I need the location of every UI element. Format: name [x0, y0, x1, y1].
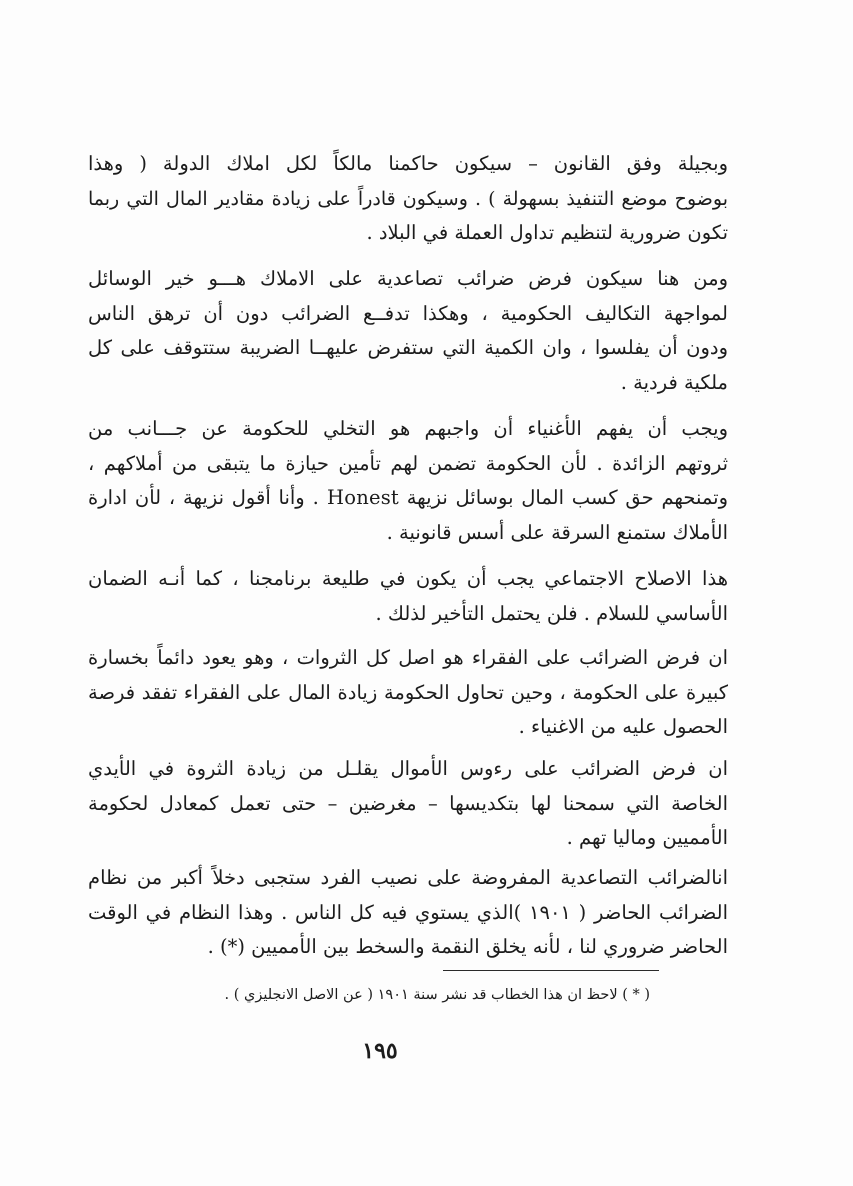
- text-line: بوضوح موضع التنفيذ بسهولة ) . وسيكون قادراً على زيادة مقادير المال التي ربما: [88, 187, 728, 210]
- footnote: ( * ) لاحظ ان هذا الخطاب قد نشر سنة ١٩٠١ ( عن الاصل الانجليزي ) .: [224, 987, 650, 1003]
- paragraph-1: [88, 147, 728, 251]
- paragraph-4: [88, 562, 728, 631]
- text-line: الأساسي للسلام . فلن يحتمل التأخير لذلك .: [375, 601, 728, 625]
- text-line: ملكية فردية .: [620, 370, 728, 394]
- paragraph-3: [88, 412, 728, 550]
- text-line: الضرائب الحاضر ( ١٩٠١ )الذي يستوي فيه كل الناس . وهذا النظام في الوقت: [88, 900, 728, 924]
- text-line: هذا الاصلاح الاجتماعي يجب أن يكون في طليعة برنامجنا ، كما أنـه الضمان: [88, 567, 728, 590]
- paragraph-7: [88, 861, 728, 965]
- text-line: تكون ضرورية لتنظيم تداول العملة في البلاد .: [366, 221, 728, 244]
- text-line: وتمنحهم حق كسب المال بوسائل نزيهة Honest . وأنا أقول نزيهة ، لأن ادارة: [88, 486, 728, 509]
- text-line: ان فرض الضرائب على الفقراء هو اصل كل الثروات ، وهو يعود دائماً بخسارة: [88, 646, 728, 669]
- text-line: وبجيلة وفق القانون – سيكون حاكمنا مالكاً لكل املاك الدولة ( وهذا: [88, 152, 728, 175]
- paragraph-6: [88, 752, 728, 856]
- text-line: ودون أن يفلسوا ، وان الكمية التي ستفرض عليهــا الضريبة ستتوقف على كل: [88, 336, 728, 359]
- text-line: ومن هنا سيكون فرض ضرائب تصاعدية على الاملاك هـــو خير الوسائل: [88, 267, 728, 290]
- text-line: الحاضر ضروري لنا ، لأنه يخلق النقمة والسخط بين الأمميين (*) .: [207, 935, 728, 958]
- text-line: كبيرة على الحكومة ، وحين تحاول الحكومة زيادة المال على الفقراء تفقد فرصة: [88, 680, 728, 704]
- paragraph-5: [88, 641, 728, 745]
- text-line: الحصول عليه من الاغنياء .: [518, 715, 728, 738]
- text-line: الأملاك ستمنع السرقة على أسس قانونية .: [386, 520, 728, 544]
- text-line: انالضرائب التصاعدية المفروضة على نصيب الفرد ستجبى دخلاً أكبر من نظام: [88, 866, 728, 889]
- text-line: ان فرض الضرائب على رءوس الأموال يقلـل من زيادة الثروة في الأيدي: [88, 757, 728, 780]
- text-line: الأمميين وماليا تهم .: [566, 826, 728, 849]
- footnote-divider: [443, 970, 659, 971]
- paragraph-2: [88, 262, 728, 400]
- page-number: ١٩٥: [362, 1038, 398, 1064]
- text-line: لمواجهة التكاليف الحكومية ، وهكذا تدفــع الضرائب دون أن ترهق الناس: [88, 301, 728, 325]
- text-line: ثروتهم الزائدة . لأن الحكومة تضمن لهم تأمين حيازة ما يتبقى من أملاكهم ،: [88, 451, 728, 475]
- text-line: الخاصة التي سمحنا لها بتكديسها – مغرضين – حتى تعمل كمعادل لحكومة: [88, 791, 728, 815]
- text-line: ويجب أن يفهم الأغنياء أن واجبهم هو التخلي للحكومة عن جـــانب من: [88, 417, 728, 440]
